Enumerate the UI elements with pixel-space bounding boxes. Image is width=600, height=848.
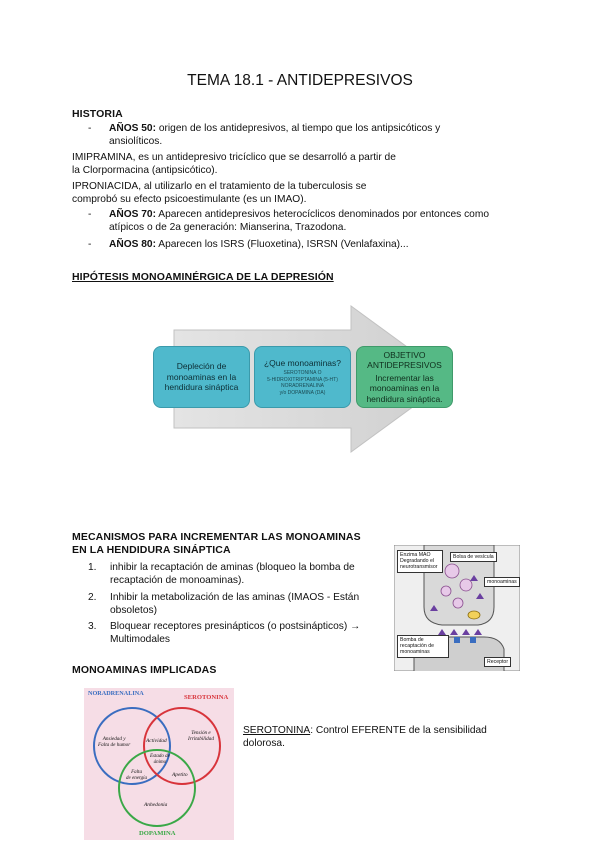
- paragraph-line: IPRONIACIDA, al utilizarlo en el tratamiento de la tuberculosis se: [72, 181, 367, 192]
- item-text: Aparecen los ISRS (Fluoxetina), ISRSN (Venlafaxina)...: [156, 239, 409, 250]
- mecanismo-item-3: [88, 620, 383, 647]
- item-text-cont: ansiolíticos.: [109, 136, 163, 148]
- box-objetivo: [356, 346, 453, 408]
- section-heading-historia: HISTORIA: [72, 108, 123, 120]
- box-line: monoaminas en la: [166, 371, 237, 382]
- section-heading-hipotesis: HIPÓTESIS MONOAMINÉRGICA DE LA DEPRESIÓN: [72, 271, 334, 283]
- label-line: monoaminas: [400, 649, 430, 656]
- list-number: 3.: [88, 621, 97, 632]
- list-dash: -: [88, 123, 92, 134]
- list-item-text: inhibir la recaptación de aminas (bloqueo la bomba de recaptación de monoaminas).: [110, 562, 355, 587]
- item-year: AÑOS 80:: [109, 239, 156, 250]
- mecanismo-item-1: [88, 561, 383, 588]
- list-dash: -: [88, 239, 92, 250]
- box-subline: NORADRENALINA: [280, 383, 325, 390]
- venn-label-noradrenalina: NORADRENALINA: [88, 690, 144, 697]
- venn-region-apetito: Apetito: [172, 772, 188, 778]
- serotonina-description: [243, 724, 487, 751]
- serotonina-text-cont: dolorosa.: [243, 738, 285, 750]
- venn-label-serotonina: SEROTONINA: [184, 694, 229, 701]
- item-text-cont: atípicos o de 2a generación: Mianserina, Trazodona.: [109, 222, 347, 234]
- region-line: Falta de humor: [98, 742, 131, 749]
- box-subline: y/o DOPAMINA (DA): [279, 389, 326, 396]
- box-subline: 5-HIDROXITRIPTAMINA (5-HT): [267, 376, 338, 383]
- paragraph-line: comprobó su efecto psicoestimulante (es un IMAO).: [72, 194, 307, 206]
- label-bolsa: Bolsa de vesícula: [450, 552, 497, 562]
- paragraph-line: IMIPRAMINA, es un antidepresivo tricíclico que se desarrolló a partir de: [72, 152, 396, 163]
- list-item-body: [109, 208, 529, 235]
- item-text: Aparecen antidepresivos heterocíclicos denominados por entonces como: [156, 209, 489, 220]
- section-heading-monoaminas: MONOAMINAS IMPLICADAS: [72, 664, 217, 676]
- page-title: TEMA 18.1 - ANTIDEPRESIVOS: [187, 72, 413, 89]
- label-line: Degradando el: [400, 558, 435, 565]
- box-line: OBJETIVO: [383, 349, 426, 360]
- item-year: AÑOS 70:: [109, 209, 156, 220]
- label-mao: [397, 550, 443, 573]
- region-line: de energía: [126, 776, 148, 781]
- venn-region-estado: [150, 754, 170, 766]
- paragraph-iproniacida: [72, 180, 366, 207]
- box-line: ¿Que monoaminas?: [263, 357, 341, 368]
- list-dash: -: [88, 209, 92, 220]
- heading-line: EN LA HENDIDURA SINÁPTICA: [72, 544, 231, 556]
- label-line: Enzima MAO: [400, 552, 431, 558]
- region-line: ánimo: [153, 760, 167, 765]
- region-line: Falta: [131, 770, 142, 775]
- item-text: origen de los antidepresivos, al tiempo que los antipsicóticos y: [156, 123, 441, 134]
- list-item-body: [109, 238, 529, 251]
- serotonina-text: : Control EFERENTE de la sensibilidad: [310, 725, 487, 736]
- serotonina-term: SEROTONINA: [243, 725, 311, 736]
- list-item-text: Inhibir la metabolización de las aminas (IMAOS - Están obsoletos): [110, 592, 360, 617]
- venn-region-ansiedad: [98, 736, 130, 749]
- heading-line: MECANISMOS PARA INCREMENTAR LAS MONOAMINAS: [72, 531, 361, 543]
- list-number: 2.: [88, 592, 97, 603]
- box-line: hendidura sináptica.: [366, 393, 443, 404]
- box-line: Incrementar las: [375, 372, 434, 383]
- venn-diagram: [84, 688, 234, 840]
- paragraph-line: la Clorpormacina (antipsicótico).: [72, 165, 218, 177]
- item-year: AÑOS 50:: [109, 123, 156, 134]
- box-line: Depleción de: [176, 361, 227, 372]
- region-line: Tensión e: [191, 730, 211, 736]
- box-line: ANTIDEPRESIVOS: [367, 360, 442, 371]
- mecanismo-item-2: [88, 591, 383, 618]
- label-bomba: [397, 635, 449, 658]
- venn-region-tension: [188, 730, 214, 743]
- paragraph-imipramina: [72, 151, 396, 178]
- label-line: neurotransmisor: [400, 564, 438, 571]
- box-line: monoaminas en la: [369, 383, 440, 394]
- venn-label-dopamina: DOPAMINA: [139, 830, 176, 837]
- venn-region-anhedonia: Anhedonia: [144, 802, 168, 808]
- region-line: Irritabilidad: [188, 736, 214, 743]
- box-subline: SEROTONINA O: [283, 370, 322, 377]
- label-line: recaptación de: [400, 643, 435, 650]
- box-deplecion: [153, 346, 250, 408]
- hipotesis-diagram: [146, 304, 456, 454]
- section-heading-mecanismos: [72, 531, 361, 557]
- venn-region-actividad: Actividad: [146, 738, 167, 744]
- box-line: hendidura sináptica: [164, 382, 239, 393]
- region-line: Ansiedad y: [102, 736, 126, 742]
- label-monoaminas: monoaminas: [484, 577, 520, 587]
- list-number: 1.: [88, 562, 97, 573]
- label-line: Bomba de: [400, 637, 424, 643]
- synapse-illustration: [394, 545, 520, 671]
- region-line: Estado de: [150, 754, 170, 759]
- list-item-text: Bloquear receptores presinápticos (o postsinápticos) → Multimodales: [110, 621, 361, 646]
- label-receptor: Receptor: [484, 657, 511, 667]
- venn-region-falta-energia: [126, 770, 147, 782]
- list-item-body: [109, 122, 529, 149]
- box-que-monoaminas: [254, 346, 351, 408]
